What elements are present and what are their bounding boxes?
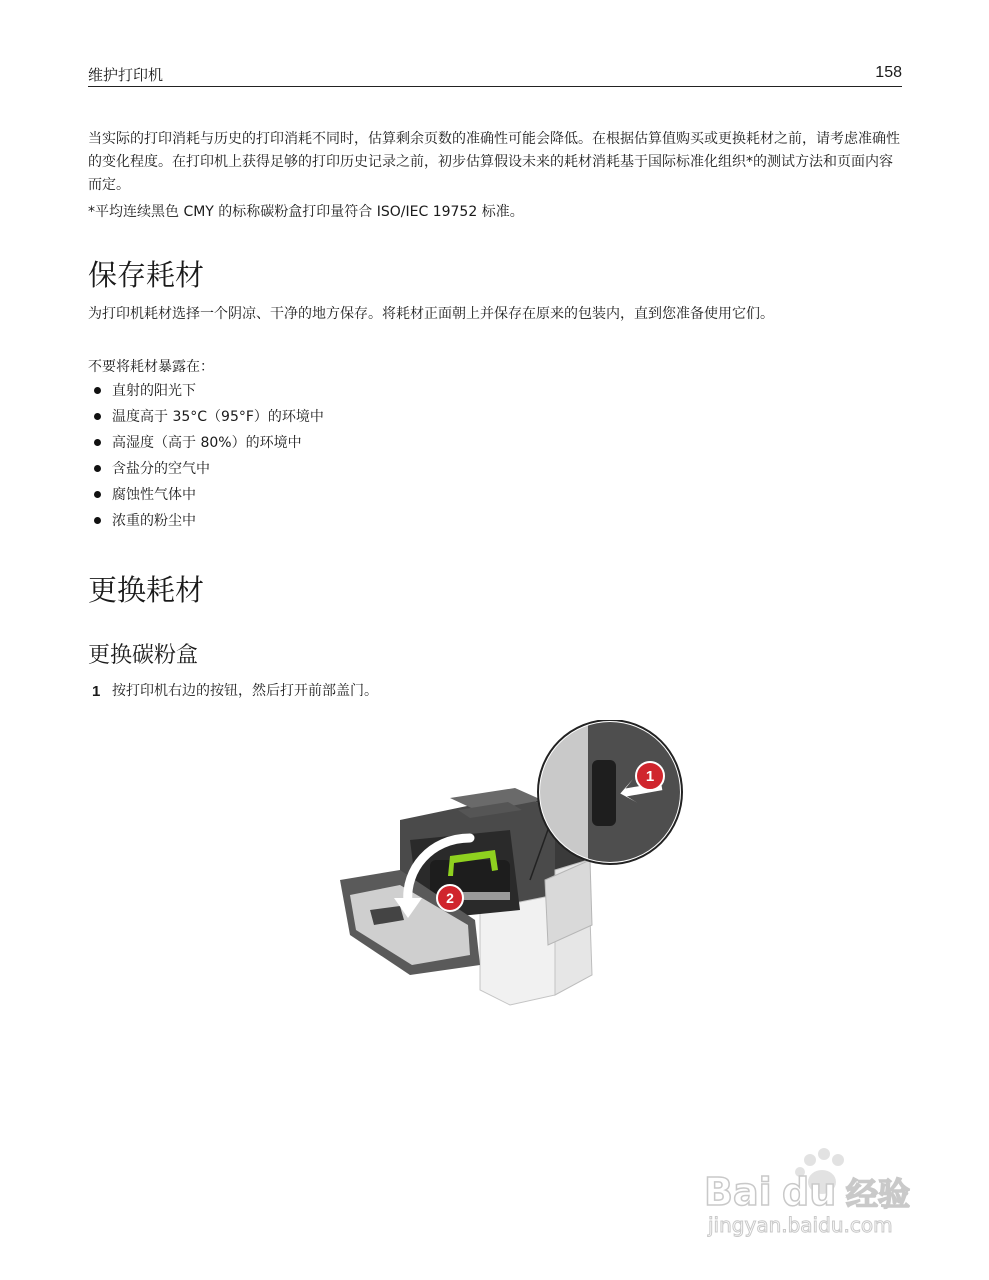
intro-footnote: *平均连续黑色 CMY 的标称碳粉盒打印量符合 ISO/IEC 19752 标准。 — [88, 204, 524, 220]
watermark-brand-left: Bai — [704, 1170, 772, 1214]
page-number: 158 — [875, 64, 902, 81]
callout-badge-1 — [636, 762, 664, 790]
intro-section — [88, 128, 902, 197]
watermark-brand-right: du — [782, 1170, 837, 1214]
page-header — [88, 64, 902, 87]
callout-badge-2 — [437, 885, 463, 911]
storing-heading: 保存耗材 — [88, 258, 205, 292]
bullet-dot-icon — [94, 491, 101, 498]
bullet-dot-icon — [94, 517, 101, 524]
printer-illustration — [330, 720, 690, 1010]
bullet-dot-icon — [94, 439, 101, 446]
storing-lead-block — [88, 356, 902, 379]
storing-lead: 不要将耗材暴露在： — [88, 359, 214, 375]
callout-label-2: 2 — [446, 890, 454, 906]
storing-section — [88, 257, 902, 293]
intro-paragraph: 当实际的打印消耗与历史的打印消耗不同时，估算剩余页数的准确性可能会降低。在根据估算值购买或更换耗材之前，请考虑准确性的变化程度。在打印机上获得足够的打印历史记录之前，初步估算假设未来的耗材消耗基于国际标准化组织*的测试方法和页面内容而定。 — [88, 131, 900, 193]
storing-paragraph: 为打印机耗材选择一个阴凉、干净的地方保存。将耗材正面朝上并保存在原来的包装内，直到您准备使用它们。 — [88, 306, 774, 322]
watermark-url: jingyan.baidu.com — [708, 1213, 893, 1237]
bullet-dot-icon — [94, 465, 101, 472]
list-item: 温度高于 35°C（95°F）的环境中 — [88, 404, 902, 430]
list-item: 腐蚀性气体中 — [88, 482, 902, 508]
list-item: 浓重的粉尘中 — [88, 508, 902, 534]
replacing-heading: 更换耗材 — [88, 573, 205, 607]
footnote-block — [88, 201, 902, 224]
storing-bullets-block — [88, 378, 902, 534]
bullet-dot-icon — [94, 413, 101, 420]
replacing-subheading: 更换碳粉盒 — [88, 643, 199, 668]
list-item: 含盐分的空气中 — [88, 456, 902, 482]
step-number: 1 — [92, 683, 101, 700]
bullet-dot-icon — [94, 387, 101, 394]
storing-body — [88, 303, 902, 326]
step-text: 按打印机右边的按钮，然后打开前部盖门。 — [112, 683, 378, 699]
watermark-brand-cn: 经验 — [846, 1175, 911, 1213]
callout-label-1: 1 — [645, 768, 655, 785]
header-section-title: 维护打印机 — [88, 66, 164, 84]
baidu-watermark — [700, 1140, 940, 1240]
replacing-section — [88, 572, 902, 608]
replacing-sub-block — [88, 642, 902, 670]
list-item: 高湿度（高于 80%）的环境中 — [88, 430, 902, 456]
list-item: 直射的阳光下 — [88, 378, 902, 404]
storing-bullet-list — [88, 378, 902, 534]
